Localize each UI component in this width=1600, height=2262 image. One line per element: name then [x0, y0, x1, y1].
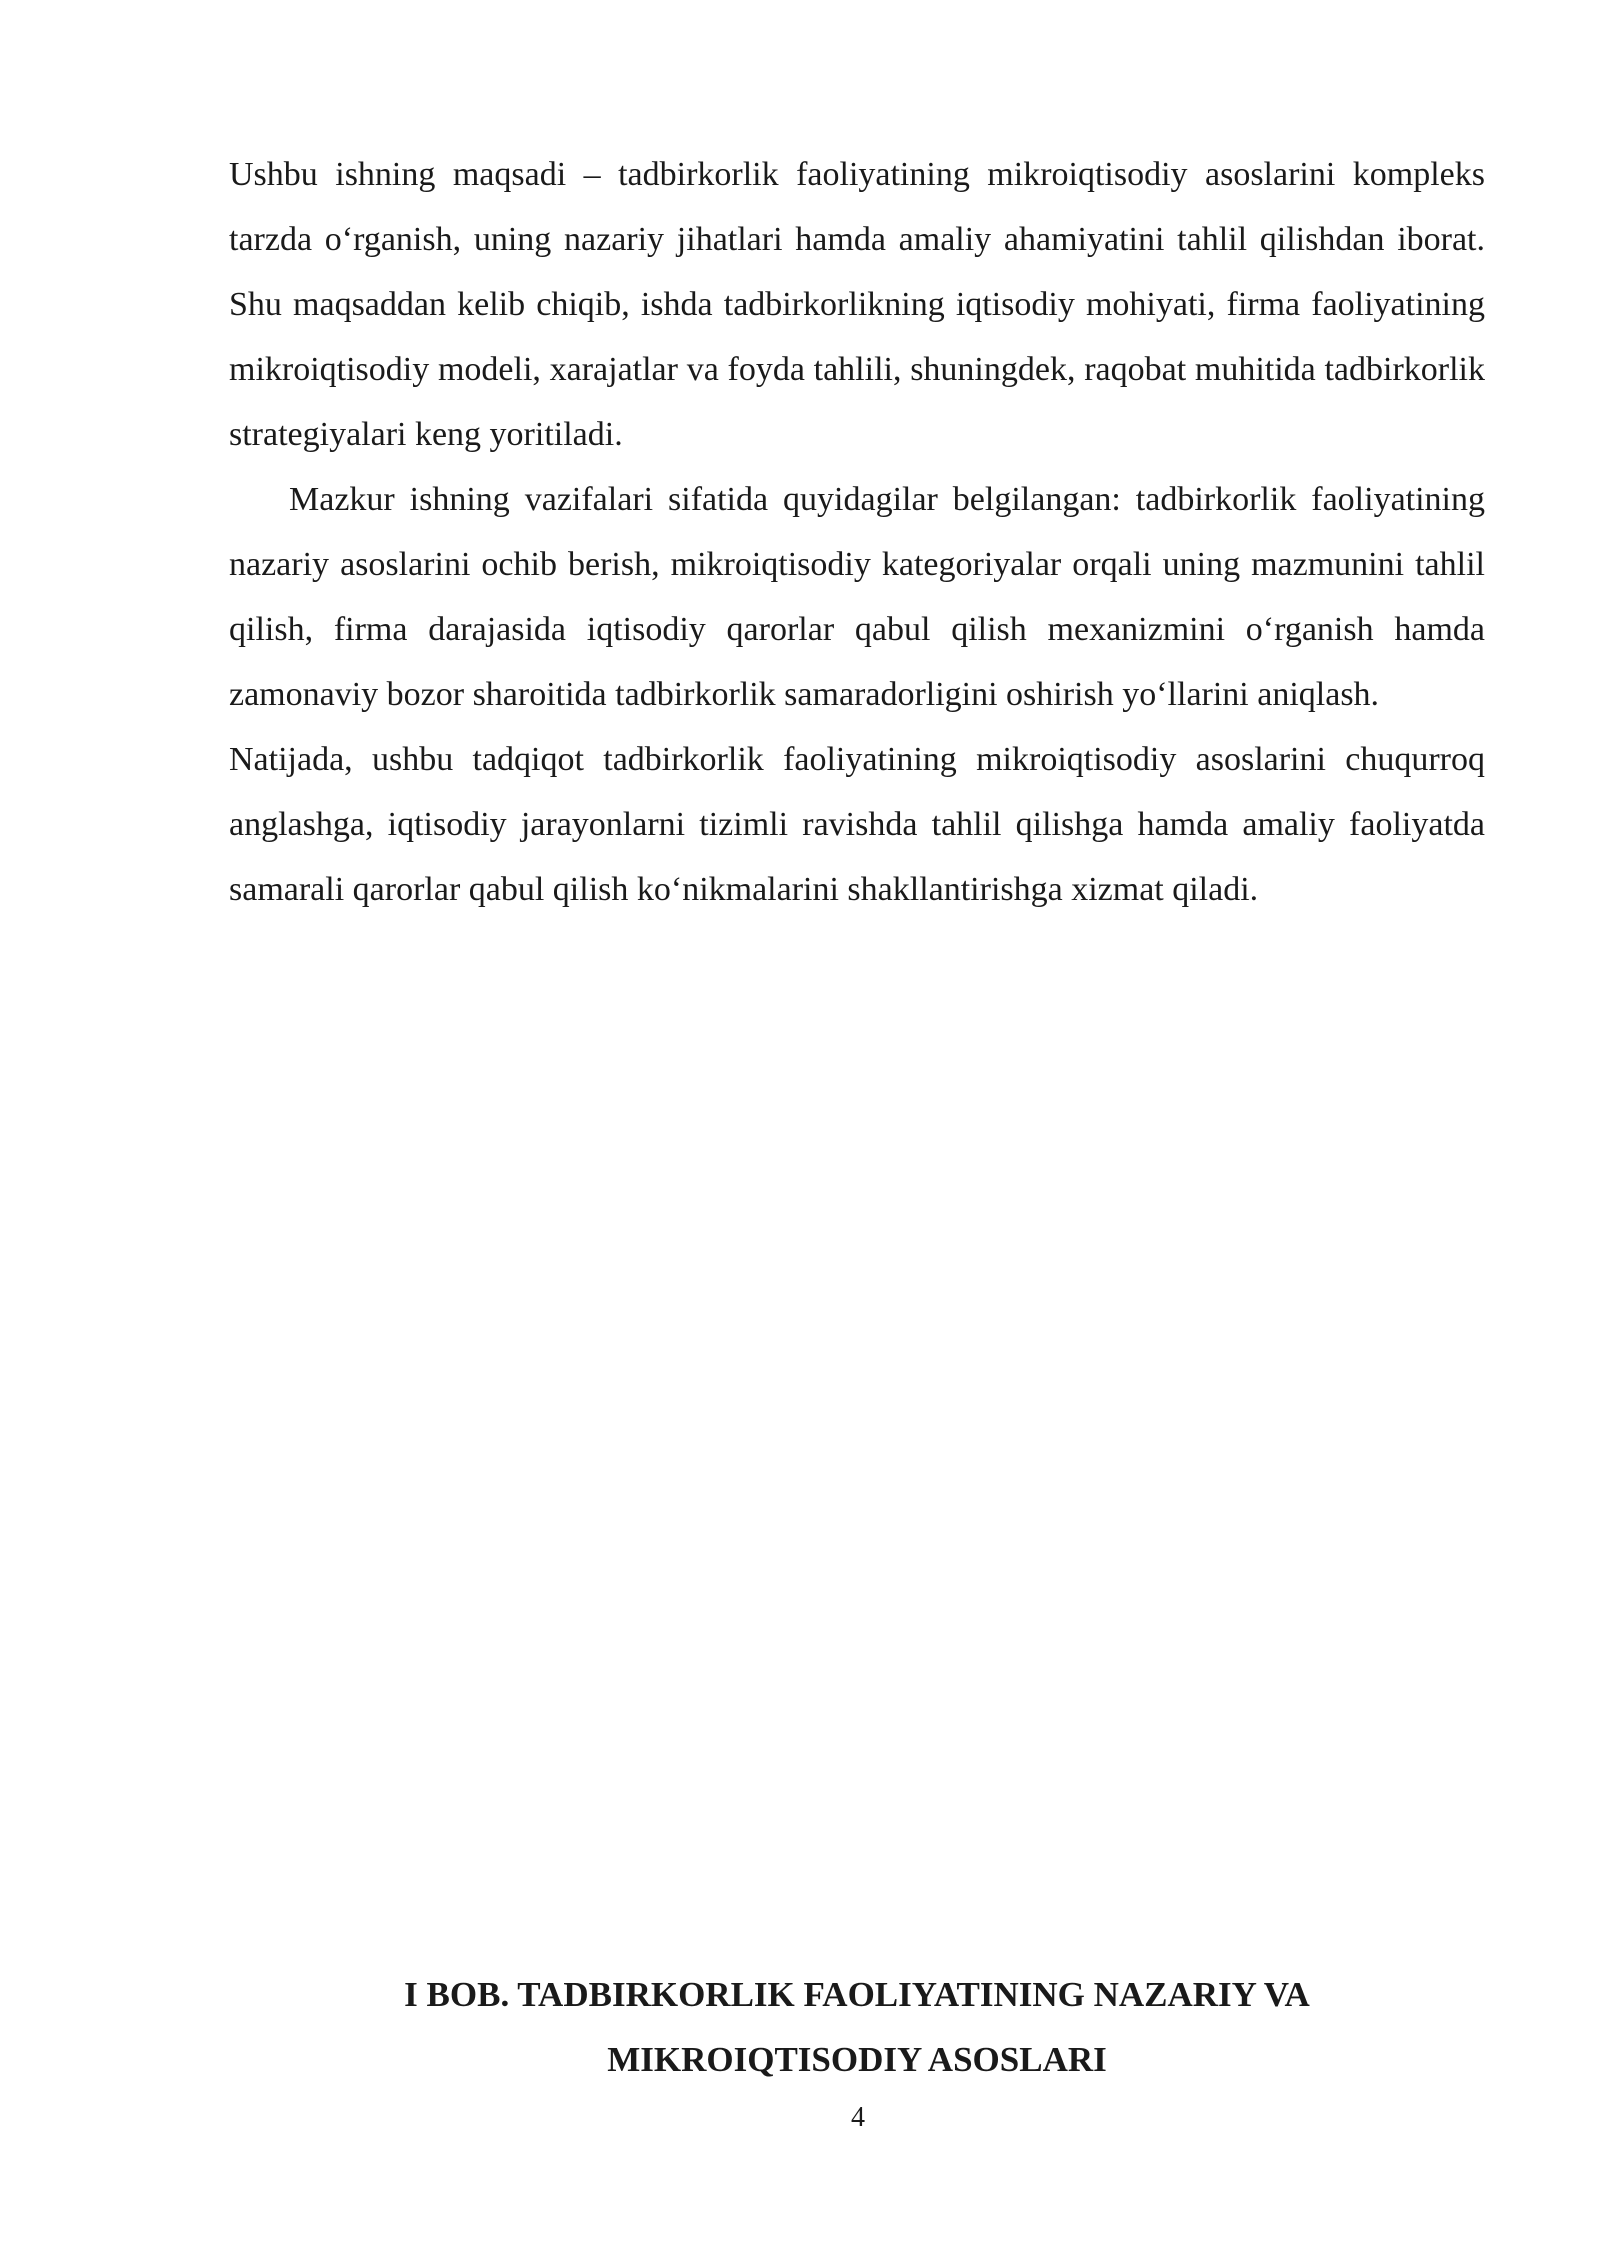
- paragraph-tasks: Mazkur ishning vazifalari sifatida quyidagilar belgilangan: tadbirkorlik faoliyatining nazariy asoslarini ochib berish, mikroiqtisodiy kategoriyalar orqali uning mazmunini tahlil qilish, firma darajasida iqtisodiy qarorlar qabul qilish mexanizmini o‘rganish hamda zamonaviy bozor sharoitida tadbirkorlik samaradorligini oshirish yo‘llarini aniqlash.: [229, 481, 1485, 713]
- page-number: 4: [851, 2102, 865, 2133]
- chapter-heading: [229, 1962, 1485, 2092]
- paragraph-purpose: Ushbu ishning maqsadi – tadbirkorlik faoliyatining mikroiqtisodiy asoslarini kompleks tarzda o‘rganish, uning nazariy jihatlari hamda amaliy ahamiyatini tahlil qilishdan iborat. Shu maqsaddan kelib chiqib, ishda tadbirkorlikning iqtisodiy mohiyati, firma faoliyatining mikroiqtisodiy modeli, xarajatlar va foyda tahlili, shuningdek, raqobat muhitida tadbirkorlik strategiyalari keng yoritiladi.: [229, 156, 1485, 453]
- paragraph-conclusion: Natijada, ushbu tadqiqot tadbirkorlik faoliyatining mikroiqtisodiy asoslarini chuqurroq anglashga, iqtisodiy jarayonlarni tizimli ravishda tahlil qilishga hamda amaliy faoliyatda samarali qarorlar qabul qilish ko‘nikmalarini shakllantirishga xizmat qiladi.: [229, 741, 1485, 908]
- body-text: [229, 142, 1485, 922]
- chapter-heading-line-2: MIKROIQTISODIY ASOSLARI: [607, 2040, 1107, 2079]
- chapter-heading-line-1: I BOB. TADBIRKORLIK FAOLIYATINING NAZARIY VA: [404, 1975, 1310, 2014]
